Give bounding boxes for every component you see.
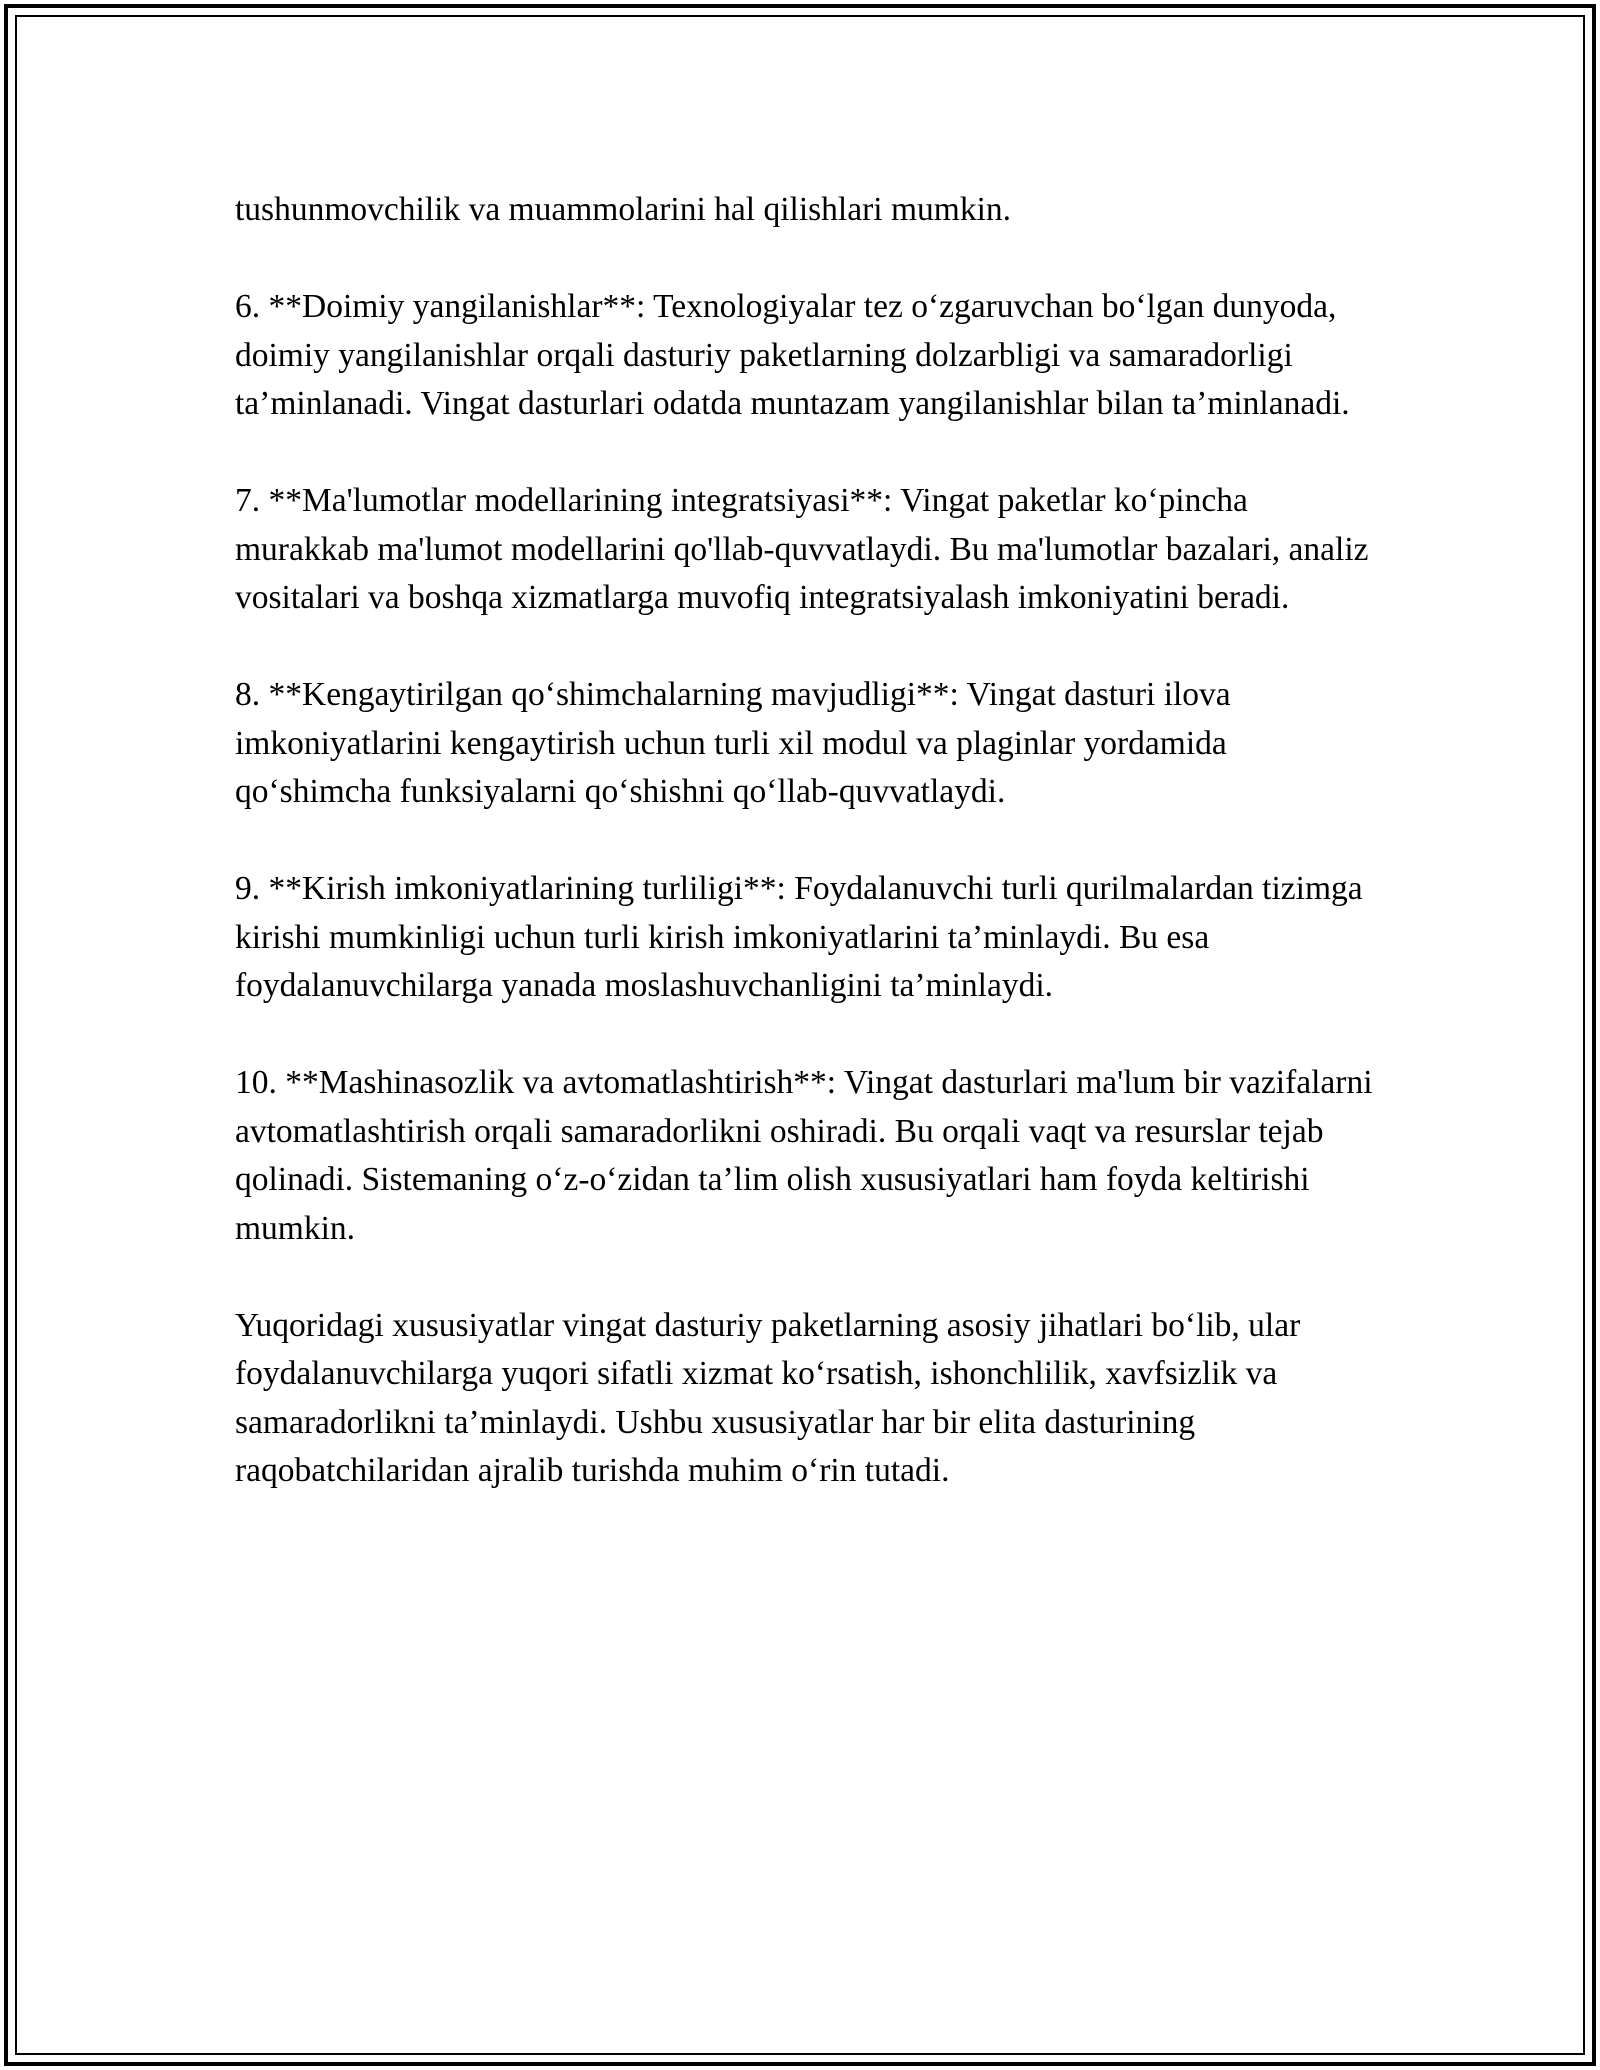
paragraph-continuation: tushunmovchilik va muammolarini hal qilishlari mumkin. [235, 191, 1011, 228]
paragraph-item-9: 9. **Kirish imkoniyatlarining turliligi**: Foydalanuvchi turli qurilmalardan tizimga kirishi mumkinligi uchun turli kirish imkoniyatlarini ta’minlaydi. Bu esa foydalanuvchilarga yanada moslashuvchanligini ta’minlaydi. [235, 870, 1363, 1004]
paragraph-item-10: 10. **Mashinasozlik va avtomatlashtirish**: Vingat dasturlari ma'lum bir vazifalarni avtomatlashtirish orqali samaradorlikni oshiradi. Bu orqali vaqt va resurslar tejab qolinadi. Sistemaning o‘z-o‘zidan ta’lim olish xususiyatlari ham foyda keltirishi mumkin. [235, 1064, 1373, 1247]
document-body [235, 186, 1385, 1544]
paragraph-item-6: 6. **Doimiy yangilanishlar**: Texnologiyalar tez o‘zgaruvchan bo‘lgan dunyoda, doimiy yangilanishlar orqali dasturiy paketlarning dolzarbligi va samaradorligi ta’minlanadi. Vingat dasturlari odatda muntazam yangilanishlar bilan ta’minlanadi. [235, 288, 1350, 422]
paragraph-conclusion: Yuqoridagi xususiyatlar vingat dasturiy paketlarning asosiy jihatlari bo‘lib, ular foydalanuvchilarga yuqori sifatli xizmat ko‘rsatish, ishonchlilik, xavfsizlik va samaradorlikni ta’minlaydi. Ushbu xususiyatlar har bir elita dasturining raqobatchilaridan ajralib turishda muhim o‘rin tutadi. [235, 1306, 1301, 1489]
paragraph-item-8: 8. **Kengaytirilgan qo‘shimchalarning mavjudligi**: Vingat dasturi ilova imkoniyatlarini kengaytirish uchun turli xil modul va plaginlar yordamida qo‘shimcha funksiyalarni qo‘shishni qo‘llab-quvvatlaydi. [235, 676, 1231, 810]
paragraph-item-7: 7. **Ma'lumotlar modellarining integratsiyasi**: Vingat paketlar ko‘pincha murakkab ma'lumot modellarini qo'llab-quvvatlaydi. Bu ma'lumotlar bazalari, analiz vositalari va boshqa xizmatlarga muvofiq integratsiyalash imkoniyatini beradi. [235, 482, 1369, 616]
